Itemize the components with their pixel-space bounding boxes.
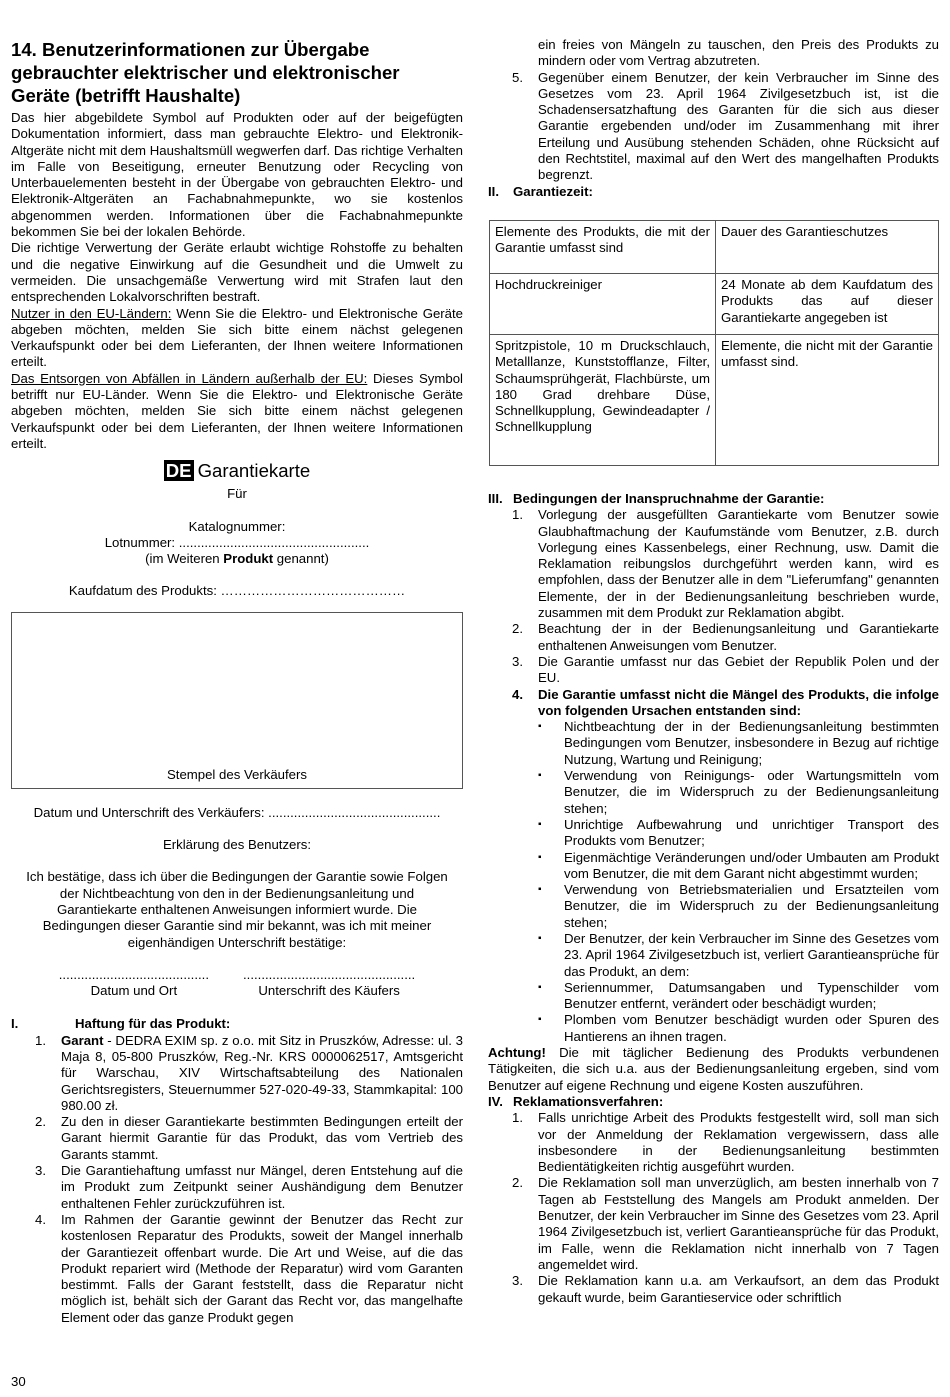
left-column — [11, 0, 463, 1326]
section-III-number: III. — [488, 490, 503, 506]
item-number: 3. — [512, 653, 523, 669]
section-14-heading: 14. Benutzerinformationen zur Übergabe gebrauchter elektrischer und elektronischer Geräte (betrifft Haushalte) — [11, 39, 400, 106]
item-number: 1. — [512, 507, 523, 523]
bullet-icon: ▪ — [538, 770, 542, 782]
section-I-title: Haftung für das Produkt: — [75, 1016, 231, 1032]
bullet-text: Seriennummer, Datumsangaben und Typenschilder vom Benutzer entfernt, verändert oder beschädigt wurden; — [564, 979, 939, 1012]
table-cell: Spritzpistole, 10 m Druckschlauch, Metalllanze, Kunststofflanze, Filter, Schaumsprühgerät, Flachbürste, um 180 Grad drehbare Düse, Schnellkupplung, Gewindeadapter / Schnellkupplung — [490, 334, 716, 465]
fuer-label: Für — [227, 486, 247, 502]
bullet-text: Verwendung von Reinigungs- oder Wartungsmitteln vom Benutzer, die im Widerspruch zu der Bedienungsanleitung stehen; — [564, 768, 939, 816]
language-badge: DE — [165, 460, 192, 482]
item-number: 5. — [512, 69, 523, 85]
bullet-icon: ▪ — [538, 851, 542, 863]
product-note-post: genannt) — [273, 551, 329, 567]
item-body: - DEDRA EXIM sp. z o.o. mit Sitz in Pruszków, Adresse: ul. 3 Maja 8, 05-800 Pruszków, Reg.-Nr. KRS 0000062517, Amtsgericht für Warschau, XIV Wirtschaftsabteilung des Nationalen Gerichtsregisters, Steuernummer 527-020-49-33, Stammkapital: 100 980.00 zł. — [61, 1032, 463, 1113]
date-place-label: Datum und Ort — [90, 983, 178, 999]
bullet-item — [488, 1012, 939, 1045]
item-body: Vorlegung der ausgefüllten Garantiekarte vom Benutzer sowie Glaubhaftmachung der Kaufumstände vom Benutzer, z.B. durch Vorlegung eines Kassenbelegs, einer Rechnung, usw. Damit die Reklamation reibungslos durchgeführt werden kann, wird es empfohlen, dass der Benutzer alle in dem "Lieferumfang" genannten Elemente, der in der Bedienungsanleitung beschrieben wurde, zusammen mit dem Produkt zur Reklamation abgibt. — [538, 507, 939, 621]
lot-number-field: Lotnummer: .................................................... — [104, 534, 370, 550]
warranty-period-table — [489, 220, 939, 466]
item-text — [538, 1273, 939, 1306]
item-number: 4. — [512, 686, 523, 702]
bullet-text: Unrichtige Aufbewahrung und unrichtiger Transport des Produkts vom Benutzer; — [564, 816, 939, 849]
item-text — [538, 654, 939, 687]
list-item — [488, 687, 939, 720]
catalog-number-field: Katalognummer: — [188, 518, 286, 534]
list-item — [488, 70, 939, 184]
table-row — [490, 220, 939, 273]
achtung-text: Die mit täglicher Bedienung des Produkts verbundenen Tätigkeiten, die sich u.a. aus der Bedienungsanleitung ergeben, sind vom Benutzer auf eigene Rechnung und eigene Kosten auszuführen. — [488, 1045, 939, 1093]
bullet-item — [488, 817, 939, 850]
user-declaration-title: Erklärung des Benutzers: — [162, 837, 312, 853]
list-item — [11, 1163, 463, 1212]
date-place-dots: ......................................... — [58, 966, 209, 982]
buyer-signature-label: Unterschrift des Käufers — [258, 983, 400, 999]
product-note-pre: (im Weiteren — [145, 551, 224, 567]
item-body: Zu den in dieser Garantiekarte bestimmten Bedingungen erteilt der Garant hiermit Garantie für das Produkt, das vom Vertrieb des Garants stammt. — [61, 1114, 463, 1162]
item-text — [61, 1163, 463, 1212]
section-I-heading — [11, 1016, 463, 1032]
item-text: Gegenüber einem Benutzer, der kein Verbraucher im Sinne des Gesetzes vom 23. April 1964 Zivilgesetzbuch ist, ist die Schadensersatzhaftung des Garanten für die sich aus dieser Garantie ergebenden und/oder im Zusammenhang mit ihrer Erteilung und Ausübung stehenden Schäden, ohne Rücksicht auf den Rechtstitel, maximal auf den Wert des mangelhaften Produkts begrenzt. — [538, 69, 939, 183]
product-note-bold: Produkt — [223, 551, 274, 567]
weee-paragraph-2: Die richtige Verwertung der Geräte erlaubt wichtige Rohstoffe zu behalten und die negative Einwirkung auf die Gesundheit und die Umwelt zu vermeiden. Die unsachgemäße Verwertung wird mit Strafen laut den entsprechenden Lokalvorschriften bestraft. — [11, 240, 463, 305]
item-body: Die Reklamation soll man unverzüglich, am besten innerhalb von 7 Tagen ab Feststellung des Mangels am Produkt anmelden. Der Benutzer, der kein Verbraucher im Sinne des Gesetzes vom 23. April 1964 Zivilgesetzbuch ist, verliert Garantieansprüche für das Produkt, im Falle, wenn die Reklamation nicht innerhalb von 7 Tagen angemeldet wird. — [538, 1175, 939, 1272]
achtung-note — [488, 1045, 939, 1094]
list-item — [488, 1273, 939, 1306]
table-row — [490, 334, 939, 465]
section-IV-list — [488, 1110, 939, 1306]
item-body: Die Reklamation kann u.a. am Verkaufsort, an dem das Produkt gekauft wurde, beim Garantieservice oder schriftlich — [538, 1273, 939, 1305]
item-number: 2. — [512, 621, 523, 637]
bullet-text: Der Benutzer, der kein Verbraucher im Sinne des Gesetzes vom 23. April 1964 Zivilgesetzbuch ist, verliert Garantieansprüche für das Produkt, an dem: — [564, 930, 939, 979]
item-number: 1. — [512, 1110, 523, 1126]
table-row — [490, 273, 939, 334]
section-I-list — [11, 1033, 463, 1326]
list-item — [11, 1114, 463, 1163]
bullet-icon: ▪ — [538, 1014, 542, 1026]
signature-lines — [11, 967, 463, 1000]
item-number: 2. — [512, 1175, 523, 1191]
item-number: 1. — [35, 1032, 46, 1048]
item-text — [538, 1110, 939, 1175]
item-text — [61, 1212, 463, 1326]
section-II-heading — [488, 184, 939, 200]
list-item — [488, 1110, 939, 1175]
item-number: 3. — [512, 1273, 523, 1289]
section-I-number: I. — [11, 1016, 19, 1032]
bullet-text: Plomben vom Benutzer beschädigt wurden oder Spuren des Hantierens an ihnen tragen. — [564, 1012, 939, 1044]
bullet-text: Nichtbeachtung der in der Bedienungsanleitung bestimmten Bedingungen vom Benutzer, insbesondere in Bezug auf richtige Nutzung, Wartung und Reinigung; — [564, 719, 939, 767]
list-item — [488, 1175, 939, 1273]
bullet-icon: ▪ — [538, 884, 542, 896]
eu-users-text: Wenn Sie die Elektro- und Elektronische Geräte abgeben möchten, melden Sie sich bitte einem nächst gelegenen Verkaufspunkt oder bei dem Lieferanten, der Ihnen weitere Informationen erteilt. — [11, 305, 464, 370]
bullet-item — [488, 719, 939, 768]
item-number: 2. — [35, 1114, 46, 1130]
achtung-label: Achtung! — [488, 1045, 546, 1061]
section-IV-heading — [488, 1094, 939, 1110]
bullet-item — [488, 931, 939, 980]
section-I-list-continued — [488, 70, 939, 184]
item-body: Beachtung der in der Bedienungsanleitung und Garantiekarte enthaltenen Anweisungen vom Benutzer. — [538, 621, 939, 653]
bullet-item — [488, 882, 939, 931]
section-III-list — [488, 507, 939, 686]
user-declaration-text: Ich bestätige, dass ich über die Bedingungen der Garantie sowie Folgen der Nichtbeachtung von den in der Bedienungsanleitung und Garantiekarte enthaltenen Anweisungen informiert wurde. Die Bedingungen dieser Garantie sind mir bekannt, was ich mit meiner eigenhändigen Unterschrift bestätige: — [26, 869, 448, 950]
list-item — [11, 1033, 463, 1114]
bullet-item — [488, 980, 939, 1013]
product-note — [11, 551, 463, 567]
seller-signature-field: Datum und Unterschrift des Verkäufers: ............................................... — [33, 804, 441, 820]
buyer-signature-block — [243, 967, 415, 1000]
item-body: Im Rahmen der Garantie gewinnt der Benutzer das Recht zur kostenlosen Reparatur des Produkts, soweit der Mangel innerhalb der Garantiezeit offenbart wurde. Die Art und Weise, auf die das Produkt repariert wird (Methode der Reparatur) wird vom Garanten bestimmt. Falls der Garant feststellt, dass die Reparatur nicht möglich ist, behält sich der Garant das Recht vor, das mangelhafte Element oder das ganze Produkt gegen — [61, 1211, 463, 1325]
bullet-item — [488, 850, 939, 883]
section-III-item-4 — [488, 687, 939, 720]
item-4-continuation: ein freies von Mängeln zu tauschen, den Preis des Produkts zu mindern oder vom Vertrag abzutreten. — [538, 37, 939, 69]
item-text — [61, 1033, 463, 1114]
item-bold: Garant — [61, 1032, 104, 1048]
exclusions-list — [488, 719, 939, 1045]
section-IV-title: Reklamationsverfahren: — [513, 1093, 664, 1109]
date-place-block — [59, 967, 209, 1000]
list-item — [11, 1212, 463, 1326]
item-text — [61, 1114, 463, 1163]
item-body: Die Garantiehaftung umfasst nur Mängel, deren Entstehung auf die im Produkt zum Zeitpunkt seiner Aushändigung dem Benutzer enthaltenen Fehler zurückzuführen ist. — [61, 1163, 463, 1211]
page-number: 30 — [11, 1374, 26, 1389]
item-body: Falls unrichtige Arbeit des Produkts festgestellt wird, soll man sich vor der Anmeldung der Reklamation vergewissern, dass alle insbesondere in der Bedienungsanleitung bestimmten Bedientätigkeiten richtig ausgeführt wurden. — [538, 1110, 939, 1175]
buyer-signature-dots: ............................................... — [243, 966, 416, 982]
eu-users-label: Nutzer in den EU-Ländern: — [11, 305, 172, 321]
bullet-icon: ▪ — [538, 721, 542, 733]
table-cell: Elemente des Produkts, die mit der Garantie umfasst sind — [490, 220, 716, 273]
bullet-icon: ▪ — [538, 981, 542, 993]
section-II-title: Garantiezeit: — [513, 183, 593, 199]
table-cell: Hochdruckreiniger — [490, 273, 716, 334]
weee-paragraph-non-eu — [11, 371, 463, 452]
item-number: 4. — [35, 1211, 46, 1227]
purchase-date-field: Kaufdatum des Produkts: …………………………………… — [68, 583, 406, 599]
right-column — [488, 0, 939, 1306]
list-item — [488, 654, 939, 687]
item-body: Die Garantie umfasst nur das Gebiet der Republik Polen und der EU. — [538, 653, 939, 686]
section-III-heading — [488, 491, 939, 507]
bullet-icon: ▪ — [538, 818, 542, 830]
list-item — [488, 507, 939, 621]
warranty-card-title-text: Garantiekarte — [197, 460, 311, 482]
bullet-item — [488, 768, 939, 817]
weee-paragraph-eu — [11, 306, 463, 371]
section-III-title: Bedingungen der Inanspruchnahme der Garantie: — [513, 490, 825, 506]
bullet-icon: ▪ — [538, 932, 542, 944]
section-II-number: II. — [488, 183, 499, 199]
non-eu-label: Das Entsorgen von Abfällen in Ländern außerhalb der EU: — [11, 370, 368, 386]
seller-stamp-box — [11, 612, 463, 789]
table-cell: 24 Monate ab dem Kaufdatum des Produkts das auf dieser Garantiekarte angegeben ist — [716, 273, 939, 334]
warranty-card-title — [11, 460, 463, 482]
bullet-text: Eigenmächtige Veränderungen und/oder Umbauten am Produkt vom Benutzer, die mit dem Garant nicht abgestimmt wurden; — [564, 849, 939, 881]
item-text — [538, 1175, 939, 1273]
table-cell: Elemente, die nicht mit der Garantie umfasst sind. — [716, 334, 939, 465]
bullet-text: Verwendung von Betriebsmaterialien und Ersatzteilen vom Benutzer, die im Widerspruch zu der Bedienungsanleitung stehen; — [564, 882, 939, 930]
section-IV-number: IV. — [488, 1093, 503, 1109]
item-text: Die Garantie umfasst nicht die Mängel des Produkts, die infolge von folgenden Ursachen entstanden sind: — [538, 686, 939, 718]
item-text — [538, 621, 939, 654]
seller-stamp-label: Stempel des Verkäufers — [166, 767, 307, 783]
item-number: 3. — [35, 1163, 46, 1179]
non-eu-text: Dieses Symbol betrifft nur EU-Länder. Wenn Sie die Elektro- und Elektronische Geräte abgeben möchten, melden Sie sich bitte einem nächst gelegenen Verkaufspunkt oder bei dem Lieferanten, der Ihnen weitere Informationen erteilt. — [11, 370, 463, 451]
weee-paragraph-1: Das hier abgebildete Symbol auf Produkten oder auf der beigefügten Dokumentation informiert, dass man gebrauchte Elektro- und Elektronik-Altgeräte nicht mit dem Haushaltsmüll wegwerfen darf. Das richtige Verhalten im Falle von Beseitigung, erneuter Benutzung oder Recycling von Unterbauelementen besteht in der Übergabe von gebrauchten Elektro- und Elektronik-Altgeräten an Fachabnahmepunkte, wo sie kostenlos abgenommen werden. Informationen über die Fachabnahmepunkte bekommen Sie bei der lokalen Behörde. — [11, 110, 463, 240]
item-text — [538, 507, 939, 621]
table-cell: Dauer des Garantieschutzes — [716, 220, 939, 273]
list-item — [488, 621, 939, 654]
